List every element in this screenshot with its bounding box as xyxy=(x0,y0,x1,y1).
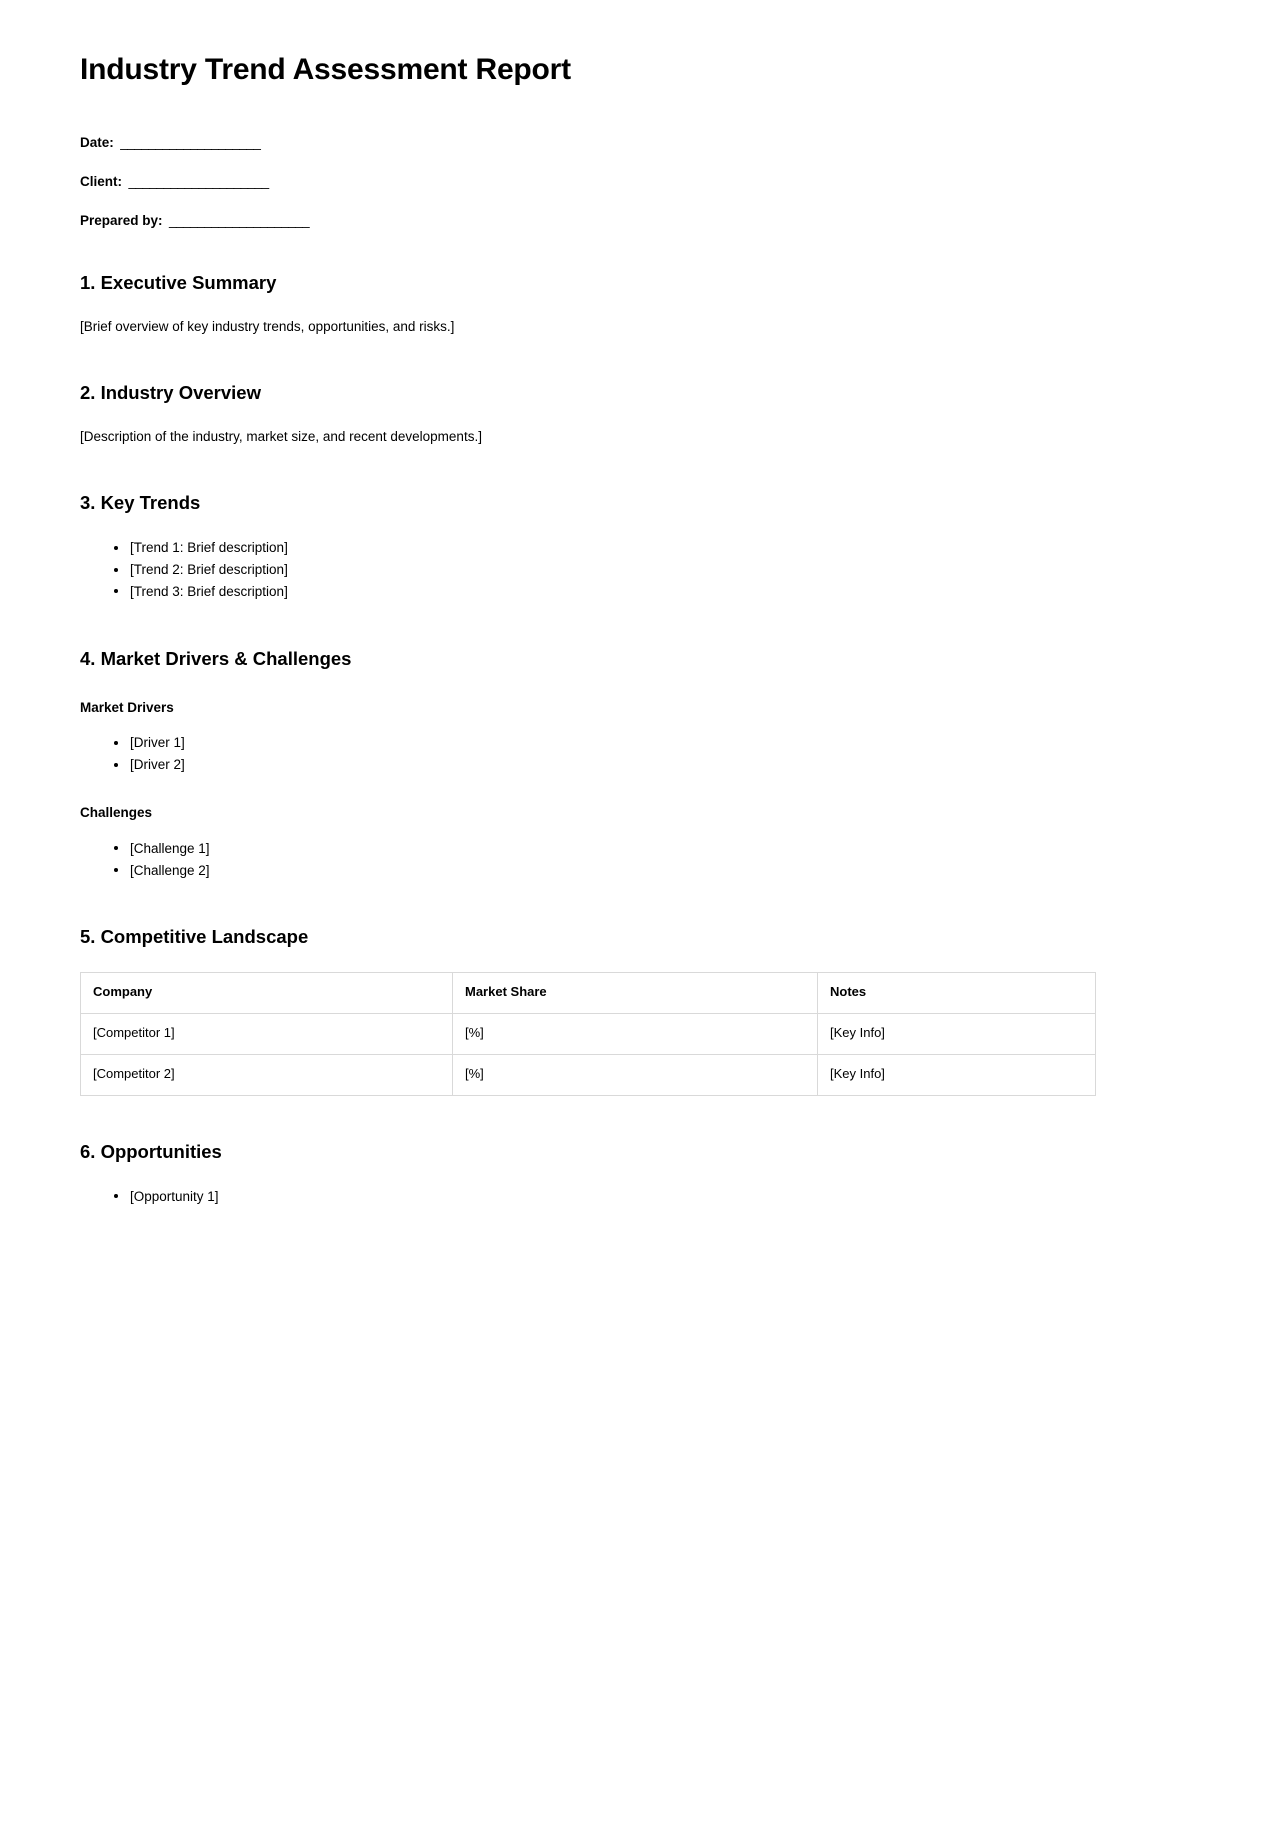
table-cell-notes: [Key Info] xyxy=(818,1013,1096,1054)
bullet-icon xyxy=(114,1194,118,1198)
bullet-icon xyxy=(114,546,118,550)
section-heading-key-trends: 3. Key Trends xyxy=(80,492,201,514)
section-heading-executive-summary: 1. Executive Summary xyxy=(80,271,277,293)
challenges-list xyxy=(80,838,1191,882)
list-item xyxy=(114,1186,1191,1208)
market-drivers-list xyxy=(80,732,1191,776)
meta-blank-date[interactable]: ____________________ xyxy=(113,135,261,150)
list-item-label: [Opportunity 1] xyxy=(130,1188,219,1204)
table-column-header-market-share: Market Share xyxy=(453,972,818,1013)
list-item-label: [Trend 3: Brief description] xyxy=(130,584,288,600)
table-column-header-company: Company xyxy=(81,972,453,1013)
table-cell-market-share: [%] xyxy=(453,1013,818,1054)
bullet-icon xyxy=(114,868,118,872)
meta-field-client xyxy=(80,173,1191,191)
section-paragraph-executive-summary: [Brief overview of key industry trends, opportunities, and risks.] xyxy=(80,318,455,334)
table-cell-company: [Competitor 2] xyxy=(81,1054,453,1095)
section-heading-industry-overview: 2. Industry Overview xyxy=(80,381,261,403)
subsection-heading-challenges: Challenges xyxy=(80,805,153,821)
page-title: Industry Trend Assessment Report xyxy=(80,53,571,86)
table-row xyxy=(81,1013,1096,1054)
meta-blank-prepared-by[interactable]: ____________________ xyxy=(162,213,310,229)
list-item-label: [Driver 2] xyxy=(130,757,185,773)
meta-blank-client[interactable]: ____________________ xyxy=(122,174,269,190)
section-heading-competitive-landscape: 5. Competitive Landscape xyxy=(80,926,309,948)
section-paragraph-industry-overview: [Description of the industry, market size, and recent developments.] xyxy=(80,429,482,444)
list-item xyxy=(114,559,1191,581)
list-item xyxy=(114,581,1191,603)
opportunities-list xyxy=(80,1186,1191,1208)
key-trends-list xyxy=(80,537,1191,603)
list-item-label: [Driver 1] xyxy=(130,735,185,751)
competitive-landscape-table xyxy=(80,972,1096,1096)
meta-label-date: Date: xyxy=(80,135,114,150)
table-cell-company: [Competitor 1] xyxy=(81,1013,453,1054)
list-item xyxy=(114,838,1191,860)
bullet-icon xyxy=(114,763,118,767)
list-item-label: [Trend 1: Brief description] xyxy=(130,540,288,556)
list-item xyxy=(114,754,1191,776)
section-heading-market-drivers-challenges: 4. Market Drivers & Challenges xyxy=(80,647,352,669)
bullet-icon xyxy=(114,741,118,745)
meta-field-prepared-by xyxy=(80,212,1191,230)
section-heading-opportunities: 6. Opportunities xyxy=(80,1140,222,1162)
table-row xyxy=(81,1054,1096,1095)
list-item-label: [Challenge 2] xyxy=(130,862,210,878)
bullet-icon xyxy=(114,568,118,572)
list-item xyxy=(114,732,1191,754)
list-item xyxy=(114,860,1191,882)
list-item-label: [Challenge 1] xyxy=(130,840,210,856)
bullet-icon xyxy=(114,589,118,593)
table-header-row xyxy=(81,972,1096,1013)
section-opportunities xyxy=(80,1140,1191,1208)
table-cell-market-share: [%] xyxy=(453,1054,818,1095)
meta-label-client: Client: xyxy=(80,174,122,190)
table-cell-notes: [Key Info] xyxy=(818,1054,1096,1095)
bullet-icon xyxy=(114,846,118,850)
meta-label-prepared-by: Prepared by: xyxy=(80,213,163,229)
table-column-header-notes: Notes xyxy=(818,972,1096,1013)
meta-field-date xyxy=(80,134,1191,152)
list-item-label: [Trend 2: Brief description] xyxy=(130,562,288,578)
subsection-heading-market-drivers: Market Drivers xyxy=(80,699,174,715)
list-item xyxy=(114,537,1191,559)
